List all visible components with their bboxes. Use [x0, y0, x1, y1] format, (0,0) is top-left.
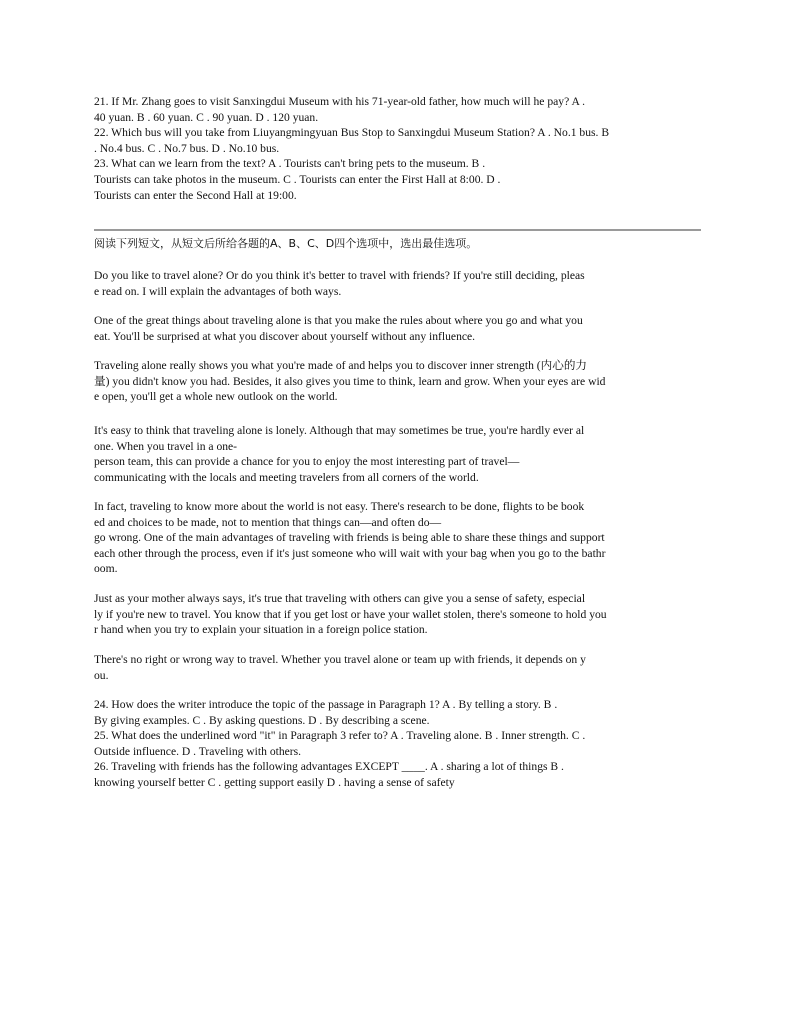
questions-21-23 — [94, 94, 702, 203]
question-line: 40 yuan. B . 60 yuan. C . 90 yuan. D . 120 yuan. — [94, 110, 319, 124]
questions-24-26 — [94, 697, 702, 791]
question-line: 24. How does the writer introduce the topic of the passage in Paragraph 1? A . By telling a story. B . — [94, 698, 558, 711]
question-line: Tourists can take photos in the museum. C . Tourists can enter the First Hall at 8:00. D . — [94, 172, 501, 186]
passage-line: Do you like to travel alone? Or do you think it's better to travel with friends? If you're still deciding, pleas — [94, 269, 585, 282]
question-line: 25. What does the underlined word "it" in Paragraph 3 refer to? A . Traveling alone. B . Inner strength. C . — [94, 729, 586, 743]
paragraph-4 — [94, 423, 702, 485]
passage-line: In fact, traveling to know more about the world is not easy. There's research to be done, flights to be book — [94, 500, 585, 513]
question-line: 22. Which bus will you take from Liuyangmingyuan Bus Stop to Sanxingdui Museum Station? A . No.1 bus. B — [94, 126, 610, 140]
question-line: Outside influence. D . Traveling with others. — [94, 744, 302, 758]
paragraph-6 — [94, 591, 702, 638]
passage-line: ed and choices to be made, not to mention that things can—and often do— — [94, 515, 442, 529]
passage-line: 量) you didn't know you had. Besides, it also gives you time to think, learn and grow. When your eyes are wid — [94, 374, 606, 388]
reading-instruction: 阅读下列短文，从短文后所给各题的A、B、C、D四个选项中，选出最佳选项。 — [94, 237, 478, 250]
passage-line: one. When you travel in a one- — [94, 439, 238, 453]
passage-line: oom. — [94, 562, 118, 576]
passage-line: r hand when you try to explain your situation in a foreign police station. — [94, 623, 428, 637]
paragraph-3 — [94, 358, 702, 405]
passage-line: It's easy to think that traveling alone is lonely. Although that may sometimes be true, you're hardly ever al — [94, 424, 585, 437]
passage-line: communicating with the locals and meeting travelers from all corners of the world. — [94, 470, 479, 484]
question-line: knowing yourself better C . getting support easily D . having a sense of safety — [94, 775, 455, 789]
section-divider — [94, 229, 701, 231]
passage-line: ly if you're new to travel. You know that if you get lost or have your wallet stolen, there's someone to hold you — [94, 607, 607, 621]
passage-line: person team, this can provide a chance for you to enjoy the most interesting part of travel— — [94, 455, 520, 469]
passage-line: e open, you'll get a whole new outlook on the world. — [94, 390, 338, 404]
paragraph-2 — [94, 313, 702, 344]
passage-line: One of the great things about traveling alone is that you make the rules about where you go and what you — [94, 314, 583, 327]
question-line: By giving examples. C . By asking questions. D . By describing a scene. — [94, 713, 430, 727]
question-line: 21. If Mr. Zhang goes to visit Sanxingdui Museum with his 71-year-old father, how much will he pay? A . — [94, 95, 586, 108]
passage-line: There's no right or wrong way to travel. Whether you travel alone or team up with friends, it depends on y — [94, 653, 586, 666]
passage-line: each other through the process, even if it's just someone who will wait with your bag when you go to the bathr — [94, 546, 606, 560]
passage-line: ou. — [94, 668, 109, 682]
passage-line: e read on. I will explain the advantages of both ways. — [94, 284, 342, 298]
passage-line: Traveling alone really shows you what you're made of and helps you to discover inner strength (内心的力 — [94, 359, 588, 372]
paragraph-5 — [94, 499, 702, 577]
question-line: 23. What can we learn from the text? A . Tourists can't bring pets to the museum. B . — [94, 157, 486, 171]
question-line: 26. Traveling with friends has the following advantages EXCEPT ____. A . sharing a lot of things B . — [94, 760, 564, 774]
passage-line: eat. You'll be surprised at what you discover about yourself without any influence. — [94, 329, 476, 343]
paragraph-7 — [94, 652, 702, 683]
passage-line: go wrong. One of the main advantages of traveling with friends is being able to share these things and support — [94, 531, 605, 545]
paragraph-1 — [94, 268, 702, 299]
question-line: . No.4 bus. C . No.7 bus. D . No.10 bus. — [94, 141, 280, 155]
passage-line: Just as your mother always says, it's true that traveling with others can give you a sense of safety, especial — [94, 592, 586, 605]
question-line: Tourists can enter the Second Hall at 19:00. — [94, 188, 297, 202]
